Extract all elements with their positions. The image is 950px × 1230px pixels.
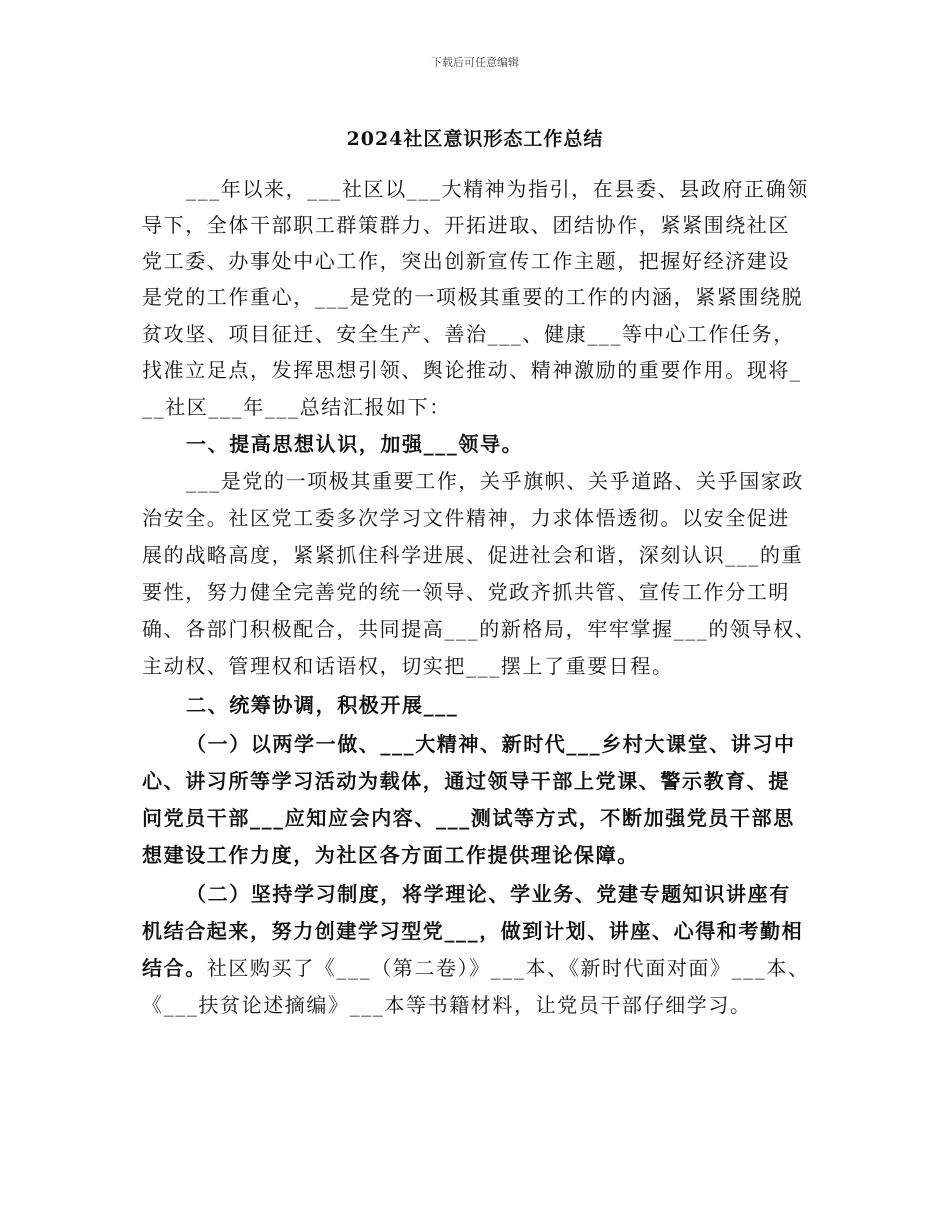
paragraph-line: 党工委、办事处中心工作，突出创新宣传工作主题，把握好经济建设 [142, 249, 790, 273]
paragraph-line: 主动权、管理权和话语权，切实把___摆上了重要日程。 [142, 654, 674, 678]
paragraph-line: 治安全。社区党工委多次学习文件精神，力求体悟透彻。以安全促进 [142, 506, 790, 530]
paragraph-line: ___年以来，___社区以___大精神为指引，在县委、县政府正确领 [186, 177, 809, 201]
paragraph-line: 导下，全体干部职工群策群力、开拓进取、团结协作，紧紧围绕社区 [142, 213, 790, 237]
download-edit-note: 下载后可任意编辑 [431, 56, 519, 69]
subsection-tail: 结合。 [142, 956, 207, 980]
paragraph-line: 找准立足点，发挥思想引领、舆论推动、精神激励的重要作用。现将_ [142, 358, 802, 382]
paragraph-text: 社区购买了《___（第二卷）》___本、《新时代面对面》___本、 [206, 956, 810, 980]
document-title: 2024社区意识形态工作总结 [346, 128, 604, 150]
subsection-line: （二）坚持学习制度，将学理论、学业务、党建专题知识讲座有 [186, 882, 791, 906]
subsection-line: （一）以两学一做、___大精神、新时代___乡村大课堂、讲习中 [186, 732, 796, 756]
section-heading-2: 二、统筹协调，积极开展___ [186, 693, 459, 717]
paragraph-line: ___是党的一项极其重要工作，关乎旗帜、关乎道路、关乎国家政 [186, 469, 804, 493]
subsection-line: 想建设工作力度，为社区各方面工作提供理论保障。 [142, 843, 639, 867]
paragraph-line: 贫攻坚、项目征迁、安全生产、善治___、健康___等中心工作任务， [142, 322, 795, 346]
mixed-line [142, 954, 810, 982]
paragraph-line: 是党的工作重心，___是党的一项极其重要的工作的内涵，紧紧围绕脱 [142, 285, 804, 309]
section-heading-1: 一、提高思想认识，加强___领导。 [186, 432, 524, 456]
paragraph-line: 展的战略高度，紧紧抓住科学进展、促进社会和谐，深刻认识___的重 [142, 543, 804, 567]
paragraph-line: __社区___年___总结汇报如下： [142, 395, 451, 419]
paragraph-line: 确、各部门积极配合，共同提高___的新格局，牢牢掌握___的领导权、 [142, 617, 817, 641]
subsection-line: 问党员干部___应知应会内容、___测试等方式，不断加强党员干部思 [142, 806, 795, 830]
subsection-line: 心、讲习所等学习活动为载体，通过领导干部上党课、警示教育、提 [142, 769, 790, 793]
subsection-line: 机结合起来，努力创建学习型党___，做到计划、讲座、心得和考勤相 [142, 919, 804, 943]
paragraph-line: 要性，努力健全完善党的统一领导、党政齐抓共管、宣传工作分工明 [142, 580, 790, 604]
paragraph-line: 《___扶贫论述摘编》___本等书籍材料，让党员干部仔细学习。 [142, 993, 752, 1017]
